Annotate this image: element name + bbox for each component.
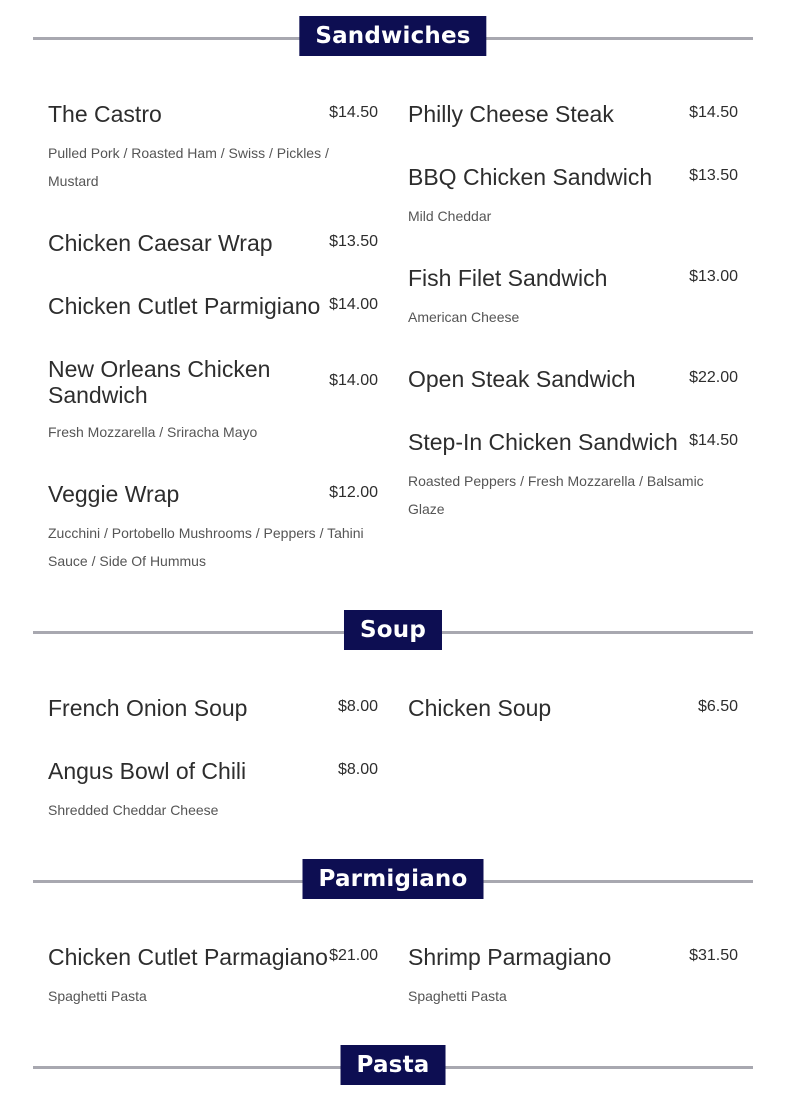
item-description: Pulled Pork / Roasted Ham / Swiss / Pickles / Mustard (48, 145, 329, 189)
item-price: $13.50 (689, 167, 738, 184)
item-price: $14.50 (329, 104, 378, 121)
item-description: Fresh Mozzarella / Sriracha Mayo (48, 424, 258, 440)
item-name: BBQ Chicken Sandwich (408, 164, 653, 190)
section-title-soup: Soup (344, 610, 442, 650)
item-description: Spaghetti Pasta (48, 988, 147, 1004)
section-title-parmigiano: Parmigiano (303, 859, 484, 899)
item-name: Angus Bowl of Chili (48, 758, 247, 784)
sandwiches-section-header (33, 16, 753, 56)
item-price: $13.00 (689, 268, 738, 285)
item-description: American Cheese (408, 309, 520, 325)
parmigiano-section-header (33, 859, 753, 899)
item-price: $14.00 (329, 372, 378, 389)
item-name: Chicken Cutlet Parmagiano (48, 944, 328, 970)
soup-section-header (33, 610, 753, 650)
pasta-section-header (33, 1045, 753, 1085)
item-description: Zucchini / Portobello Mushrooms / Peppers / Tahini Sauce / Side Of Hummus (48, 525, 364, 569)
item-name: Veggie Wrap (48, 481, 180, 507)
item-description: Roasted Peppers / Fresh Mozzarella / Balsamic Glaze (408, 473, 704, 517)
item-description: Shredded Cheddar Cheese (48, 802, 219, 818)
item-price: $8.00 (337, 761, 378, 778)
item-price: $21.00 (329, 947, 378, 964)
item-name: Chicken Cutlet Parmigiano (48, 293, 321, 319)
item-name: Chicken Caesar Wrap (48, 230, 273, 256)
item-name: Step-In Chicken Sandwich (408, 429, 678, 455)
item-name: Chicken Soup (408, 695, 552, 721)
item-price: $8.00 (337, 698, 378, 715)
item-name: The Castro (48, 101, 162, 127)
item-price: $6.50 (697, 698, 738, 715)
item-name: New Orleans Chicken Sandwich (48, 356, 271, 408)
item-price: $31.50 (689, 947, 738, 964)
item-description: Spaghetti Pasta (408, 988, 507, 1004)
item-description: Mild Cheddar (408, 208, 492, 224)
section-title-pasta: Pasta (341, 1045, 446, 1085)
item-price: $13.50 (329, 233, 378, 250)
section-title-sandwiches: Sandwiches (299, 16, 486, 56)
item-price: $14.50 (689, 432, 738, 449)
item-name: French Onion Soup (48, 695, 248, 721)
item-price: $14.50 (689, 104, 738, 121)
item-price: $14.00 (329, 296, 378, 313)
item-name: Open Steak Sandwich (408, 366, 636, 392)
item-price: $22.00 (689, 369, 738, 386)
item-name: Shrimp Parmagiano (408, 944, 612, 970)
cut-off-content (214, 1100, 570, 1106)
item-price: $12.00 (329, 484, 378, 501)
item-name: Fish Filet Sandwich (408, 265, 608, 291)
item-name: Philly Cheese Steak (408, 101, 614, 127)
